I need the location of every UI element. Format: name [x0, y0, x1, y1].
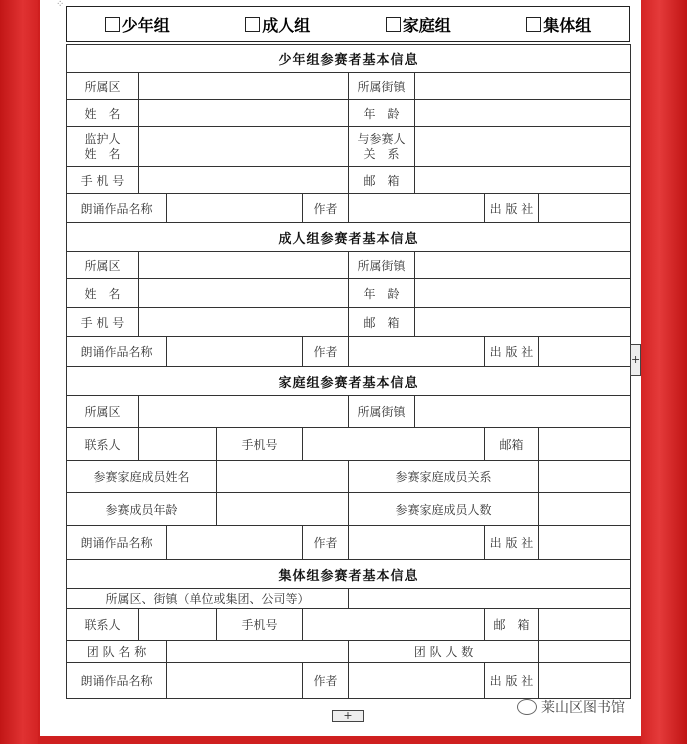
- section-adult-header: [67, 223, 631, 252]
- author-field[interactable]: [349, 526, 485, 560]
- author-field[interactable]: [349, 194, 485, 223]
- group-checkbox-row: [66, 6, 630, 42]
- email-field[interactable]: [539, 428, 631, 461]
- section-title: 少年组参赛者基本信息: [67, 45, 631, 73]
- checkbox-icon[interactable]: [105, 17, 120, 32]
- table-row: 姓 名 年 龄: [67, 100, 631, 127]
- checkbox-icon[interactable]: [386, 17, 401, 32]
- table-row: 手 机 号 邮 箱: [67, 167, 631, 194]
- table-row: 所属区 所属街镇: [67, 396, 631, 428]
- phone-field[interactable]: [139, 308, 349, 337]
- work-field[interactable]: [167, 663, 303, 699]
- guardian-name-field[interactable]: [139, 127, 349, 167]
- team-name-field[interactable]: [167, 641, 349, 663]
- checkbox-icon[interactable]: [245, 17, 260, 32]
- district-field[interactable]: [139, 252, 349, 279]
- email-field[interactable]: [415, 308, 631, 337]
- age-field[interactable]: [415, 100, 631, 127]
- table-row: 朗诵作品名称 作者 出 版 社: [67, 194, 631, 223]
- table-row: 所属区 所属街镇: [67, 73, 631, 100]
- resize-handle-icon[interactable]: ⁘: [56, 0, 65, 10]
- email-field[interactable]: [539, 609, 631, 641]
- member-name-field[interactable]: [217, 461, 349, 493]
- checkbox-icon[interactable]: [526, 17, 541, 32]
- age-field[interactable]: [415, 279, 631, 308]
- work-field[interactable]: [167, 194, 303, 223]
- table-row: 所属区 所属街镇: [67, 252, 631, 279]
- checkbox-adult[interactable]: 成人组: [245, 13, 310, 36]
- phone-field[interactable]: [303, 428, 485, 461]
- name-field[interactable]: [139, 100, 349, 127]
- author-field[interactable]: [349, 337, 485, 367]
- street-field[interactable]: [415, 73, 631, 100]
- member-count-field[interactable]: [539, 493, 631, 526]
- street-field[interactable]: [415, 396, 631, 428]
- publisher-field[interactable]: [539, 194, 631, 223]
- phone-field[interactable]: [139, 167, 349, 194]
- left-red-border: [0, 0, 38, 744]
- checkbox-family[interactable]: 家庭组: [386, 13, 451, 36]
- table-row: 联系人 手机号 邮 箱: [67, 609, 631, 641]
- section-title: 家庭组参赛者基本信息: [67, 367, 631, 396]
- section-collective-header: [67, 560, 631, 589]
- add-column-icon[interactable]: +: [630, 344, 641, 376]
- checkbox-youth[interactable]: 少年组: [105, 13, 170, 36]
- street-field[interactable]: [415, 252, 631, 279]
- contact-field[interactable]: [139, 428, 217, 461]
- district-unit-field[interactable]: [349, 589, 631, 609]
- publisher-field[interactable]: [539, 526, 631, 560]
- publisher-field[interactable]: [539, 663, 631, 699]
- district-field[interactable]: [139, 73, 349, 100]
- table-row: 朗诵作品名称 作者 出 版 社: [67, 526, 631, 560]
- table-row: 参赛成员年龄 参赛家庭成员人数: [67, 493, 631, 526]
- wechat-logo-icon: [517, 699, 537, 715]
- publisher-field[interactable]: [539, 337, 631, 367]
- checkbox-collective[interactable]: 集体组: [526, 13, 591, 36]
- table-row: 手 机 号 邮 箱: [67, 308, 631, 337]
- section-youth-header: [67, 45, 631, 73]
- work-field[interactable]: [167, 337, 303, 367]
- table-row: 姓 名 年 龄: [67, 279, 631, 308]
- right-red-border: [641, 0, 687, 744]
- table-row: 所属区、街镇（单位或集团、公司等）: [67, 589, 631, 609]
- district-field[interactable]: [139, 396, 349, 428]
- table-row: 监护人 姓 名 与参赛人 关 系: [67, 127, 631, 167]
- contact-field[interactable]: [139, 609, 217, 641]
- author-field[interactable]: [349, 663, 485, 699]
- member-relation-field[interactable]: [539, 461, 631, 493]
- email-field[interactable]: [415, 167, 631, 194]
- member-age-field[interactable]: [217, 493, 349, 526]
- section-title: 集体组参赛者基本信息: [67, 560, 631, 589]
- add-row-icon[interactable]: +: [332, 710, 364, 722]
- work-field[interactable]: [167, 526, 303, 560]
- section-family-header: [67, 367, 631, 396]
- watermark: 莱山区图书馆: [517, 697, 625, 717]
- table-row: 朗诵作品名称 作者 出 版 社: [67, 663, 631, 699]
- name-field[interactable]: [139, 279, 349, 308]
- registration-table: [66, 44, 631, 699]
- phone-field[interactable]: [303, 609, 485, 641]
- table-row: 朗诵作品名称 作者 出 版 社: [67, 337, 631, 367]
- table-row: 团 队 名 称 团 队 人 数: [67, 641, 631, 663]
- section-title: 成人组参赛者基本信息: [67, 223, 631, 252]
- table-row: 参赛家庭成员姓名 参赛家庭成员关系: [67, 461, 631, 493]
- team-count-field[interactable]: [539, 641, 631, 663]
- table-row: 联系人 手机号 邮箱: [67, 428, 631, 461]
- relation-field[interactable]: [415, 127, 631, 167]
